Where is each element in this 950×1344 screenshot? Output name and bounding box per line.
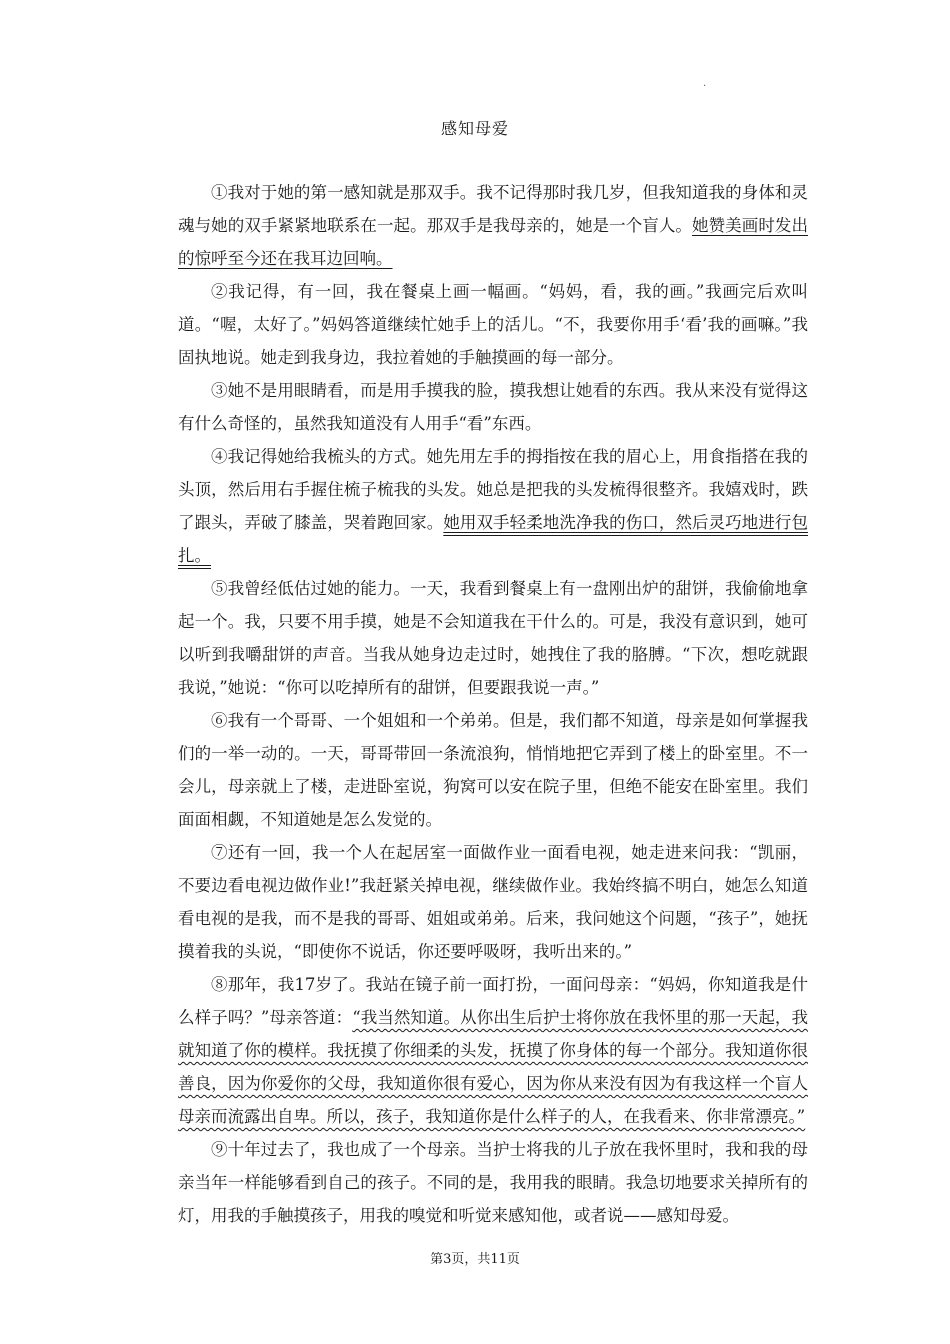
paragraph-9	[178, 1133, 808, 1232]
double-underlined-sentence: 她用双手轻柔地洗净我的伤口，然后灵巧地进行包扎。	[178, 513, 809, 565]
paragraph-8	[178, 968, 808, 1133]
paragraph-text: ⑧那年，我17岁了。我站在镜子前一面打扮，一面问母亲：“妈妈，你知道我是什么样子吗？”母亲答道：	[178, 975, 808, 1027]
paragraph-text: ⑤我曾经低估过她的能力。一天，我看到餐桌上有一盘刚出炉的甜饼，我偷偷地拿起一个。我，只要不用手摸，她是不会知道我在干什么的。可是，我没有意识到，她可以听到我嚼甜饼的声音。当我从她身边走过时，她拽住了我的胳膊。“下次，想吃就跟我说，”她说：“你可以吃掉所有的甜饼，但要跟我说一声。”	[178, 579, 808, 697]
underlined-sentence: 她赞美画时发出的惊呼至今还在我耳边回响。	[178, 216, 809, 268]
corner-mark: .	[703, 78, 707, 89]
paragraph-3	[178, 374, 808, 440]
paragraph-text: ④我记得她给我梳头的方式。她先用左手的拇指按在我的眉心上，用食指搭在我的头顶，然后用右手握住梳子梳我的头发。她总是把我的头发梳得很整齐。我嬉戏时，跌了跟头，弄破了膝盖，哭着跑回家。	[178, 447, 808, 532]
paragraph-text: ⑨十年过去了，我也成了一个母亲。当护士将我的儿子放在我怀里时，我和我的母亲当年一样能够看到自己的孩子。不同的是，我用我的眼睛。我急切地要求关掉所有的灯，用我的手触摸孩子，用我的嗅觉和听觉来感知他，或者说——感知母爱。	[178, 1140, 808, 1225]
paragraph-text: ⑦还有一回，我一个人在起居室一面做作业一面看电视，她走进来问我：“凯丽，不要边看电视边做作业!”我赶紧关掉电视，继续做作业。我始终搞不明白，她怎么知道看电视的是我，而不是我的哥哥、姐姐或弟弟。后来，我问她这个问题，“孩子”，她抚摸着我的头说，“即使你不说话，你还要呼吸呀，我听出来的。”	[178, 843, 808, 961]
paragraph-7	[178, 836, 808, 968]
paragraph-6	[178, 704, 808, 836]
paragraph-text: ②我记得，有一回，我在餐桌上画一幅画。“妈妈，看，我的画。”我画完后欢叫道。“喔，太好了。”妈妈答道继续忙她手上的活儿。“不，我要你用手‘看’我的画嘛。”我固执地说。她走到我身边，我拉着她的手触摸画的每一部分。	[178, 282, 808, 367]
paragraph-4	[178, 440, 808, 572]
paragraph-1	[178, 176, 808, 275]
paragraph-text: ③她不是用眼睛看，而是用手摸我的脸，摸我想让她看的东西。我从来没有觉得这有什么奇怪的，虽然我知道没有人用手“看”东西。	[178, 381, 808, 433]
paragraph-text: ⑥我有一个哥哥、一个姐姐和一个弟弟。但是，我们都不知道，母亲是如何掌握我们的一举一动的。一天，哥哥带回一条流浪狗，悄悄地把它弄到了楼上的卧室里。不一会儿，母亲就上了楼，走进卧室说，狗窝可以安在院子里，但绝不能安在卧室里。我们面面相觑，不知道她是怎么发觉的。	[178, 711, 808, 829]
wavy-underlined-passage: “我当然知道。从你出生后护士将你放在我怀里的那一天起，我就知道了你的模样。我抚摸了你细柔的头发，抚摸了你身体的每一个部分。我知道你很善良，因为你爱你的父母，我知道你很有爱心，因为你从来没有因为有我这样一个盲人母亲而流露出自卑。所以，孩子，我知道你是什么样子的人，在我看来、你非常漂亮。”	[178, 1008, 809, 1126]
article-body	[178, 176, 808, 1232]
page-title: 感知母爱	[440, 119, 509, 138]
paragraph-text: ①我对于她的第一感知就是那双手。我不记得那时我几岁，但我知道我的身体和灵魂与她的双手紧紧地联系在一起。那双手是我母亲的，她是一个盲人。	[178, 183, 808, 235]
page-footer: 第3页，共11页	[430, 1252, 520, 1267]
paragraph-2	[178, 275, 808, 374]
paragraph-5	[178, 572, 808, 704]
